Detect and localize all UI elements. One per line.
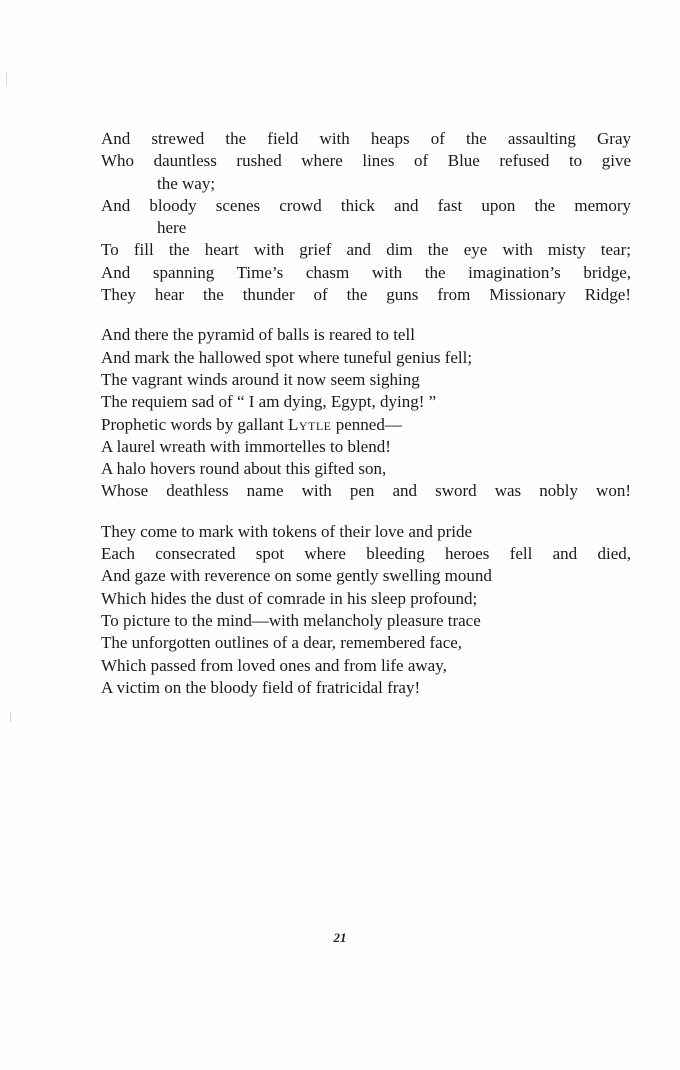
poem-line-text: Prophetic words by gallant [101, 414, 284, 434]
poem-line-continuation: the way; [157, 173, 216, 193]
poem-line: And gaze with reverence on some gently swelling mound [101, 566, 492, 586]
page-number: 21 [333, 930, 347, 945]
poem-line-continuation: here [157, 218, 187, 238]
poem-line: To picture to the mind—with melancholy pleasure trace [101, 610, 481, 630]
poem-line: And spanning Time’s chasm with the imagination’s bridge, [101, 262, 631, 282]
poem-line: And bloody scenes crowd thick and fast upon the memory [101, 195, 631, 215]
stanza-1 [101, 128, 631, 306]
scan-mark-top [6, 72, 7, 86]
poem-text [101, 128, 631, 717]
poem-line: Whose deathless name with pen and sword was nobly won! [101, 481, 631, 501]
poem-line: Which passed from loved ones and from life away, [101, 655, 447, 675]
poem-line: And strewed the field with heaps of the assaulting Gray [101, 129, 631, 148]
poem-line: A laurel wreath with immortelles to blend! [101, 436, 391, 456]
poem-line: And mark the hallowed spot where tuneful genius fell; [101, 347, 473, 367]
poem-line: And there the pyramid of balls is reared to tell [101, 325, 415, 345]
author-name-lytle: Lytle [287, 414, 332, 434]
poem-line: They come to mark with tokens of their love and pride [101, 521, 473, 541]
poem-line: To fill the heart with grief and dim the eye with misty tear; [101, 240, 631, 260]
stanza-2 [101, 324, 631, 502]
poem-line: Each consecrated spot where bleeding heroes fell and died, [101, 544, 631, 564]
poem-line: The vagrant winds around it now seem sighing [101, 369, 420, 389]
poem-line: A victim on the bloody field of fratricidal fray! [101, 677, 421, 697]
scan-mark-bottom [10, 712, 11, 722]
stanza-3 [101, 521, 631, 699]
poem-line: Who dauntless rushed where lines of Blue refused to give [101, 151, 631, 171]
poem-line: The unforgotten outlines of a dear, remembered face, [101, 633, 463, 653]
poem-line-text: penned— [335, 414, 402, 434]
poem-line: Which hides the dust of comrade in his sleep profound; [101, 588, 478, 608]
poem-line: A halo hovers round about this gifted son, [101, 459, 387, 479]
poem-line [101, 414, 631, 436]
poem-line: The requiem sad of “ I am dying, Egypt, dying! ” [101, 392, 437, 412]
poem-line: They hear the thunder of the guns from Missionary Ridge! [101, 285, 631, 305]
